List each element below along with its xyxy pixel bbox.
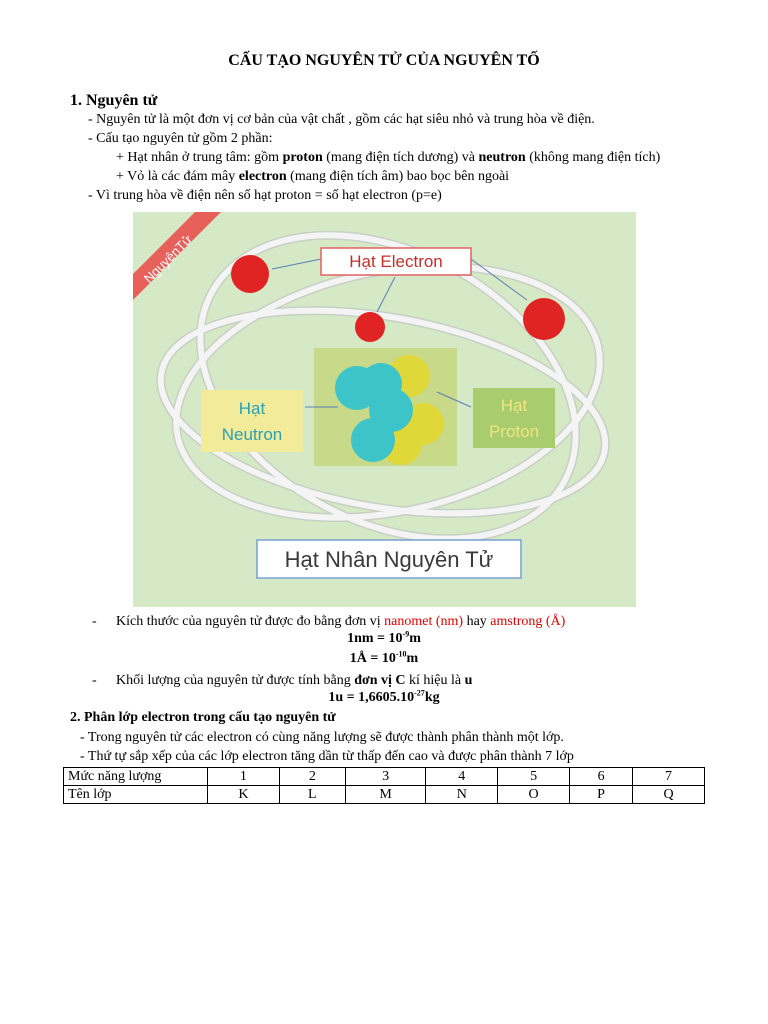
proton-label-line-1: Hạt <box>500 396 528 415</box>
table-cell: 3 <box>345 768 426 786</box>
nucleus-label: Hạt Nhân Nguyên Tử <box>284 547 494 572</box>
mass-bullet: - <box>92 673 97 688</box>
section-2-heading: 2. Phân lớp electron trong cấu tạo nguyên tử <box>70 710 336 725</box>
table-cell: 2 <box>279 768 345 786</box>
size-description: Kích thước của nguyên tử được đo bằng đơn vị nanomet (nm) hay amstrong (Å) <box>116 614 566 629</box>
atom-diagram <box>133 212 636 607</box>
table-cell: N <box>426 786 498 804</box>
shell-table <box>63 767 705 804</box>
table-cell: O <box>498 786 570 804</box>
angstrom-equation: 1Å = $10^{-10}m$ <box>349 649 419 666</box>
atom-structure-intro: - Cấu tạo nguyên tử gồm 2 phần: <box>88 131 273 146</box>
table-cell: 5 <box>498 768 570 786</box>
nm-equation: $1nm = 10^{-9}m$ <box>347 629 421 646</box>
neutron <box>351 418 395 462</box>
neutrality-note: - Vì trung hòa về điện nên số hạt proton = số hạt electron (p=e) <box>88 188 442 203</box>
electron <box>231 255 269 293</box>
page-title: CẤU TẠO NGUYÊN TỬ CỦA NGUYÊN TỐ <box>228 52 540 69</box>
nucleus-description: + Hạt nhân ở trung tâm: gồm proton (mang điện tích dương) và neutron (không mang điện tích) <box>116 150 661 165</box>
table-cell: L <box>279 786 345 804</box>
section-1-heading: 1. Nguyên tử <box>70 92 158 109</box>
atom-definition: - Nguyên tử là một đơn vị cơ bản của vật chất , gồm các hạt siêu nhỏ và trung hòa về điện. <box>88 112 595 127</box>
mass-equation: $1u = 1,6605.10^{-27}kg$ <box>328 688 440 705</box>
table-row <box>64 768 705 786</box>
ribbon-text: NguyênTử <box>140 231 195 286</box>
shell-order: - Thứ tự sắp xếp của các lớp electron tăng dần từ thấp đến cao và được phân thành 7 lớp <box>80 749 574 764</box>
electron <box>523 298 565 340</box>
proton-label-line-2: Proton <box>488 422 540 441</box>
mass-description: Khối lượng của nguyên tử được tính bằng đơn vị C kí hiệu là u <box>116 673 473 688</box>
neutron-label-line-1: Hạt <box>238 399 266 418</box>
table-cell: K <box>208 786 280 804</box>
neutron-label-line-2: Neutron <box>221 425 283 444</box>
table-cell: Q <box>633 786 705 804</box>
table-cell: 6 <box>570 768 633 786</box>
electron <box>355 312 385 342</box>
table-cell: P <box>570 786 633 804</box>
table-cell: 1 <box>208 768 280 786</box>
table-row-header: Tên lớp <box>64 786 208 804</box>
table-cell: 4 <box>426 768 498 786</box>
table-cell: M <box>345 786 426 804</box>
table-row <box>64 786 705 804</box>
size-bullet: - <box>92 614 97 629</box>
table-cell: 7 <box>633 768 705 786</box>
shell-description: + Vỏ là các đám mây electron (mang điện tích âm) bao bọc bên ngoài <box>116 169 510 184</box>
table-row-header: Mức năng lượng <box>64 768 208 786</box>
electron-label: Hạt Electron <box>349 252 443 271</box>
neutron <box>360 363 402 405</box>
shell-definition: - Trong nguyên tử các electron có cùng năng lượng sẽ được thành phân thành một lớp. <box>80 730 564 745</box>
